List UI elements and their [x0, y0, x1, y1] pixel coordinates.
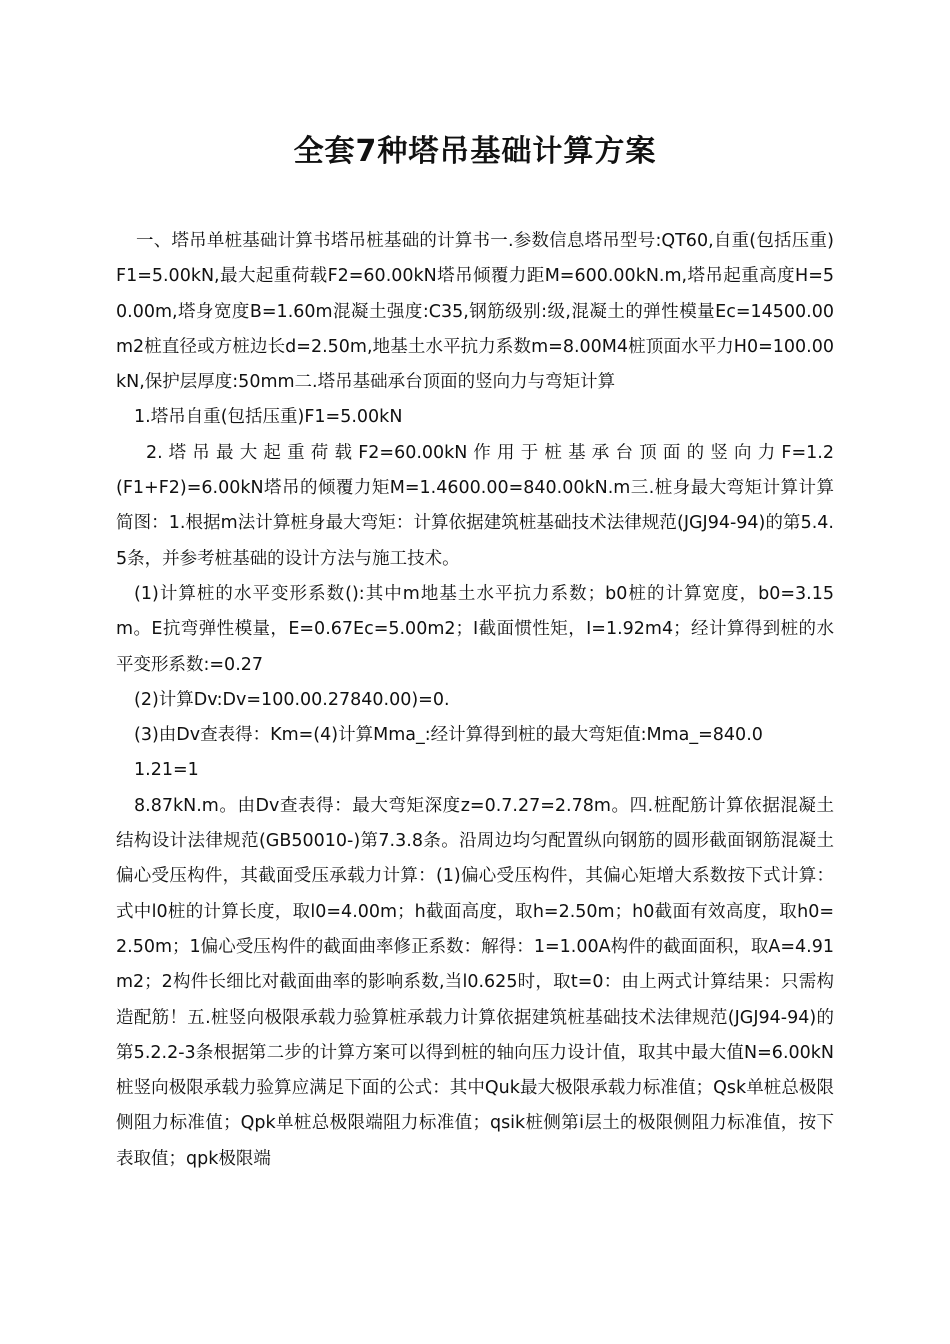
paragraph-2: 1.塔吊自重(包括压重)F1=5.00kN [134, 407, 403, 428]
paragraph-7: 1.21=1 [134, 760, 199, 781]
document-title: 全套7种塔吊基础计算方案 [293, 134, 657, 169]
paragraph-8: 8.87kN.m。由Dv查表得：最大弯矩深度z=0.7.27=2.78m。四.桩配筋计算依据混凝土结构设计法律规范(GB50010-)第7.3.8条。沿周边均匀配置纵向钢筋的圆形截面钢筋混凝土偏心受压构件，其截面受压承载力计算：(1)偏心受压构件，其偏心矩增大系数按下式计算：式中l0桩的计算长度，取l0=4.00m；h截面高度，取h=2.50m；h0截面有效高度，取h0=2.50m；1偏心受压构件的截面曲率修正系数：解得：1=1.00A构件的截面面积，取A=4.91m2；2构件长细比对截面曲率的影响系数,当l0.625时，取t=0：由上两式计算结果：只需构造配筋！五.桩竖向极限承载力验算桩承载力计算依据建筑桩基础技术法律规范(JGJ94-94)的第5.2.2-3条根据第二步的计算方案可以得到桩的轴向压力设计值，取其中最大值N=6.00kN桩竖向极限承载力验算应满足下面的公式：其中Quk最大极限承载力标准值；Qsk单桩总极限侧阻力标准值；Qpk单桩总极限端阻力标准值；qsik桩侧第i层土的极限侧阻力标准值，按下表取值；qpk极限端 [116, 795, 834, 1169]
paragraph-6: (3)由Dv查表得：Km=(4)计算Mma_:经计算得到桩的最大弯矩值:Mma_=840.0 [134, 725, 763, 746]
paragraph-4: (1)计算桩的水平变形系数():其中m地基土水平抗力系数；b0桩的计算宽度，b0=3.15m。E抗弯弹性模量，E=0.67Ec=5.00m2；I截面惯性矩，I=1.92m4；经计算得到桩的水平变形系数:=0.27 [116, 583, 834, 675]
paragraph-5: (2)计算Dv:Dv=100.00.27840.00)=0. [134, 689, 450, 710]
paragraph-3: 2. 塔 吊 最 大 起 重 荷 载 F2=60.00kN 作 用 于 桩 基 承 台 顶 面 的 竖 向 力 F=1.2(F1+F2)=6.00kN塔吊的倾覆力矩M=1.4600.00=840.00kN.m三.桩身最大弯矩计算计算简图：1.根据m法计算桩身最大弯矩：计算依据建筑桩基础技术法律规范(JGJ94-94)的第5.4.5条，并参考桩基础的设计方法与施工技术。 [116, 442, 834, 569]
paragraph-1: 一、塔吊单桩基础计算书塔吊桩基础的计算书一.参数信息塔吊型号:QT60,自重(包括压重)F1=5.00kN,最大起重荷载F2=60.00kN塔吊倾覆力距M=600.00kN.m,塔吊起重高度H=50.00m,塔身宽度B=1.60m混凝土强度:C35,钢筋级别:级,混凝土的弹性模量Ec=14500.00m2桩直径或方桩边长d=2.50m,地基土水平抗力系数m=8.00M4桩顶面水平力H0=100.00kN,保护层厚度:50mm二.塔吊基础承台顶面的竖向力与弯矩计算 [116, 231, 834, 393]
document-body [116, 224, 834, 1177]
